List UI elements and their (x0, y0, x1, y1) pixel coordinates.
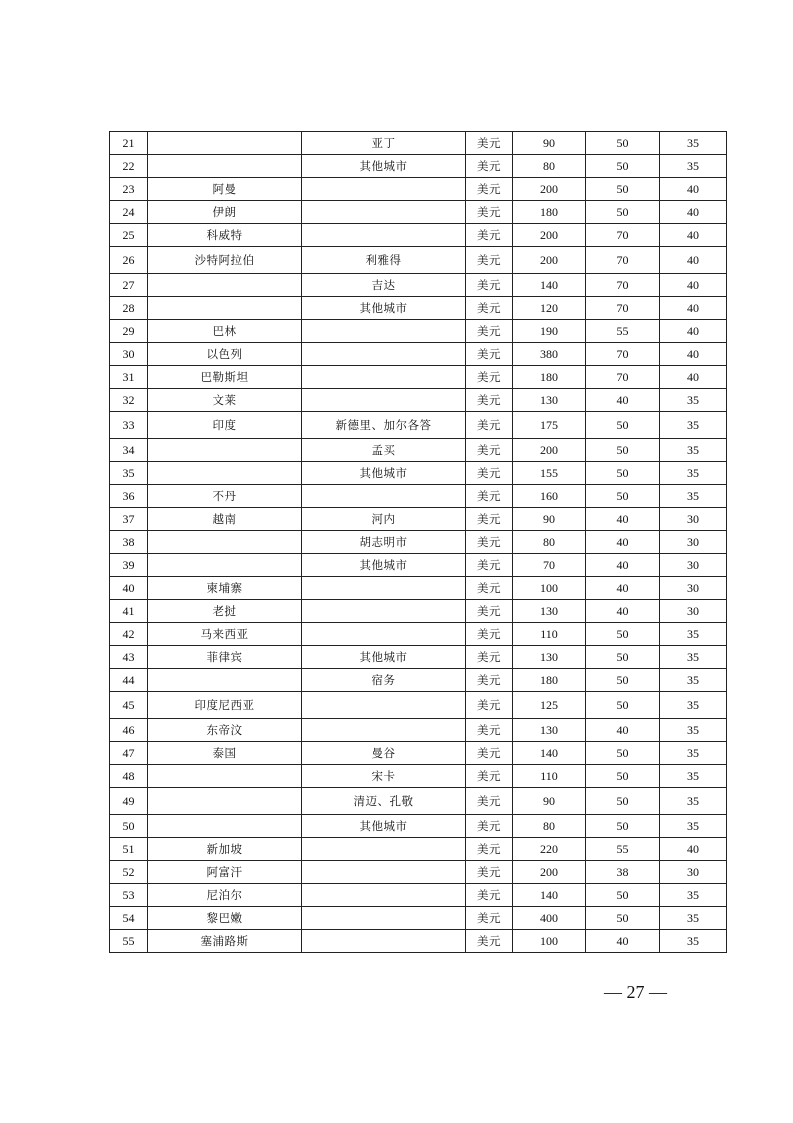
meal-allowance-cell: 50 (586, 201, 660, 224)
currency-cell: 美元 (466, 366, 513, 389)
row-number-cell: 27 (110, 274, 148, 297)
misc-allowance-cell: 35 (660, 765, 727, 788)
table-row (110, 600, 727, 623)
meal-allowance-cell: 50 (586, 155, 660, 178)
country-cell: 马来西亚 (148, 623, 302, 646)
currency-cell: 美元 (466, 201, 513, 224)
misc-allowance-cell: 30 (660, 861, 727, 884)
currency-cell: 美元 (466, 155, 513, 178)
country-cell: 科威特 (148, 224, 302, 247)
city-cell: 宋卡 (302, 765, 466, 788)
accommodation-cell: 140 (513, 742, 586, 765)
row-number-cell: 24 (110, 201, 148, 224)
currency-cell: 美元 (466, 884, 513, 907)
currency-cell: 美元 (466, 788, 513, 815)
meal-allowance-cell: 55 (586, 320, 660, 343)
accommodation-cell: 200 (513, 439, 586, 462)
accommodation-cell: 200 (513, 224, 586, 247)
accommodation-cell: 130 (513, 646, 586, 669)
meal-allowance-cell: 50 (586, 815, 660, 838)
table-row (110, 389, 727, 412)
currency-cell: 美元 (466, 132, 513, 155)
country-cell: 巴勒斯坦 (148, 366, 302, 389)
misc-allowance-cell: 35 (660, 815, 727, 838)
accommodation-cell: 80 (513, 531, 586, 554)
meal-allowance-cell: 40 (586, 719, 660, 742)
table-row (110, 224, 727, 247)
city-cell (302, 692, 466, 719)
country-cell: 东帝汶 (148, 719, 302, 742)
currency-cell: 美元 (466, 623, 513, 646)
row-number-cell: 47 (110, 742, 148, 765)
country-cell: 老挝 (148, 600, 302, 623)
table-row (110, 485, 727, 508)
accommodation-cell: 100 (513, 577, 586, 600)
row-number-cell: 44 (110, 669, 148, 692)
table-row (110, 669, 727, 692)
city-cell: 宿务 (302, 669, 466, 692)
table-row (110, 531, 727, 554)
meal-allowance-cell: 50 (586, 669, 660, 692)
row-number-cell: 49 (110, 788, 148, 815)
misc-allowance-cell: 35 (660, 719, 727, 742)
city-cell: 曼谷 (302, 742, 466, 765)
currency-cell: 美元 (466, 838, 513, 861)
table-row (110, 861, 727, 884)
currency-cell: 美元 (466, 343, 513, 366)
city-cell (302, 907, 466, 930)
misc-allowance-cell: 40 (660, 224, 727, 247)
table-row (110, 462, 727, 485)
city-cell: 清迈、孔敬 (302, 788, 466, 815)
country-cell (148, 462, 302, 485)
city-cell: 其他城市 (302, 815, 466, 838)
currency-cell: 美元 (466, 554, 513, 577)
misc-allowance-cell: 35 (660, 669, 727, 692)
table-row (110, 247, 727, 274)
row-number-cell: 43 (110, 646, 148, 669)
misc-allowance-cell: 40 (660, 274, 727, 297)
accommodation-cell: 120 (513, 297, 586, 320)
currency-cell: 美元 (466, 930, 513, 953)
misc-allowance-cell: 35 (660, 742, 727, 765)
row-number-cell: 51 (110, 838, 148, 861)
misc-allowance-cell: 40 (660, 201, 727, 224)
country-cell (148, 155, 302, 178)
city-cell: 吉达 (302, 274, 466, 297)
currency-cell: 美元 (466, 178, 513, 201)
misc-allowance-cell: 35 (660, 412, 727, 439)
country-cell: 塞浦路斯 (148, 930, 302, 953)
accommodation-cell: 130 (513, 600, 586, 623)
meal-allowance-cell: 40 (586, 531, 660, 554)
meal-allowance-cell: 40 (586, 930, 660, 953)
row-number-cell: 36 (110, 485, 148, 508)
currency-cell: 美元 (466, 765, 513, 788)
accommodation-cell: 90 (513, 508, 586, 531)
city-cell (302, 178, 466, 201)
row-number-cell: 37 (110, 508, 148, 531)
row-number-cell: 35 (110, 462, 148, 485)
accommodation-cell: 125 (513, 692, 586, 719)
meal-allowance-cell: 40 (586, 554, 660, 577)
misc-allowance-cell: 35 (660, 692, 727, 719)
meal-allowance-cell: 40 (586, 577, 660, 600)
city-cell (302, 224, 466, 247)
row-number-cell: 33 (110, 412, 148, 439)
row-number-cell: 25 (110, 224, 148, 247)
currency-cell: 美元 (466, 320, 513, 343)
misc-allowance-cell: 35 (660, 646, 727, 669)
currency-cell: 美元 (466, 600, 513, 623)
table-row (110, 577, 727, 600)
meal-allowance-cell: 50 (586, 412, 660, 439)
city-cell: 其他城市 (302, 554, 466, 577)
meal-allowance-cell: 50 (586, 132, 660, 155)
row-number-cell: 22 (110, 155, 148, 178)
table-body (110, 132, 727, 953)
misc-allowance-cell: 35 (660, 132, 727, 155)
meal-allowance-cell: 70 (586, 247, 660, 274)
currency-cell: 美元 (466, 692, 513, 719)
city-cell (302, 320, 466, 343)
currency-cell: 美元 (466, 646, 513, 669)
meal-allowance-cell: 50 (586, 178, 660, 201)
accommodation-cell: 175 (513, 412, 586, 439)
row-number-cell: 31 (110, 366, 148, 389)
currency-cell: 美元 (466, 485, 513, 508)
city-cell: 河内 (302, 508, 466, 531)
accommodation-cell: 400 (513, 907, 586, 930)
table-row (110, 765, 727, 788)
currency-cell: 美元 (466, 224, 513, 247)
row-number-cell: 32 (110, 389, 148, 412)
row-number-cell: 34 (110, 439, 148, 462)
meal-allowance-cell: 70 (586, 297, 660, 320)
currency-cell: 美元 (466, 247, 513, 274)
misc-allowance-cell: 35 (660, 485, 727, 508)
misc-allowance-cell: 30 (660, 508, 727, 531)
country-cell (148, 439, 302, 462)
currency-cell: 美元 (466, 508, 513, 531)
table-row (110, 884, 727, 907)
city-cell (302, 838, 466, 861)
row-number-cell: 41 (110, 600, 148, 623)
table-row (110, 508, 727, 531)
table-row (110, 132, 727, 155)
table-row (110, 646, 727, 669)
city-cell (302, 366, 466, 389)
city-cell (302, 623, 466, 646)
meal-allowance-cell: 55 (586, 838, 660, 861)
table-row (110, 297, 727, 320)
misc-allowance-cell: 40 (660, 838, 727, 861)
table-row (110, 815, 727, 838)
misc-allowance-cell: 35 (660, 907, 727, 930)
meal-allowance-cell: 50 (586, 788, 660, 815)
meal-allowance-cell: 50 (586, 884, 660, 907)
city-cell: 利雅得 (302, 247, 466, 274)
country-cell: 柬埔寨 (148, 577, 302, 600)
accommodation-cell: 180 (513, 201, 586, 224)
meal-allowance-cell: 50 (586, 439, 660, 462)
misc-allowance-cell: 35 (660, 623, 727, 646)
meal-allowance-cell: 40 (586, 389, 660, 412)
accommodation-cell: 80 (513, 155, 586, 178)
country-cell (148, 297, 302, 320)
misc-allowance-cell: 35 (660, 439, 727, 462)
country-cell: 阿富汗 (148, 861, 302, 884)
table-row (110, 719, 727, 742)
row-number-cell: 21 (110, 132, 148, 155)
accommodation-cell: 200 (513, 178, 586, 201)
misc-allowance-cell: 30 (660, 531, 727, 554)
city-cell (302, 389, 466, 412)
country-cell (148, 132, 302, 155)
table-row (110, 439, 727, 462)
currency-cell: 美元 (466, 389, 513, 412)
table-row (110, 788, 727, 815)
row-number-cell: 52 (110, 861, 148, 884)
meal-allowance-cell: 50 (586, 742, 660, 765)
table-row (110, 692, 727, 719)
misc-allowance-cell: 30 (660, 600, 727, 623)
accommodation-cell: 160 (513, 485, 586, 508)
misc-allowance-cell: 35 (660, 155, 727, 178)
meal-allowance-cell: 50 (586, 907, 660, 930)
country-cell (148, 765, 302, 788)
city-cell (302, 577, 466, 600)
table-row (110, 930, 727, 953)
meal-allowance-cell: 50 (586, 462, 660, 485)
accommodation-cell: 130 (513, 719, 586, 742)
city-cell (302, 719, 466, 742)
meal-allowance-cell: 70 (586, 274, 660, 297)
city-cell (302, 930, 466, 953)
table-row (110, 907, 727, 930)
accommodation-cell: 200 (513, 861, 586, 884)
misc-allowance-cell: 40 (660, 366, 727, 389)
city-cell: 新德里、加尔各答 (302, 412, 466, 439)
accommodation-cell: 140 (513, 274, 586, 297)
row-number-cell: 26 (110, 247, 148, 274)
allowance-table (109, 131, 727, 953)
table-row (110, 178, 727, 201)
accommodation-cell: 180 (513, 669, 586, 692)
accommodation-cell: 90 (513, 788, 586, 815)
row-number-cell: 38 (110, 531, 148, 554)
row-number-cell: 30 (110, 343, 148, 366)
accommodation-cell: 220 (513, 838, 586, 861)
table-row (110, 623, 727, 646)
accommodation-cell: 90 (513, 132, 586, 155)
table-row (110, 155, 727, 178)
accommodation-cell: 180 (513, 366, 586, 389)
misc-allowance-cell: 40 (660, 320, 727, 343)
currency-cell: 美元 (466, 531, 513, 554)
currency-cell: 美元 (466, 297, 513, 320)
city-cell (302, 343, 466, 366)
currency-cell: 美元 (466, 815, 513, 838)
meal-allowance-cell: 70 (586, 366, 660, 389)
currency-cell: 美元 (466, 861, 513, 884)
meal-allowance-cell: 40 (586, 508, 660, 531)
accommodation-cell: 155 (513, 462, 586, 485)
city-cell (302, 485, 466, 508)
meal-allowance-cell: 50 (586, 692, 660, 719)
row-number-cell: 46 (110, 719, 148, 742)
country-cell: 尼泊尔 (148, 884, 302, 907)
country-cell: 菲律宾 (148, 646, 302, 669)
table-row (110, 742, 727, 765)
misc-allowance-cell: 35 (660, 930, 727, 953)
row-number-cell: 53 (110, 884, 148, 907)
meal-allowance-cell: 50 (586, 623, 660, 646)
currency-cell: 美元 (466, 462, 513, 485)
city-cell (302, 600, 466, 623)
currency-cell: 美元 (466, 439, 513, 462)
currency-cell: 美元 (466, 669, 513, 692)
accommodation-cell: 130 (513, 389, 586, 412)
city-cell (302, 861, 466, 884)
meal-allowance-cell: 40 (586, 600, 660, 623)
city-cell (302, 201, 466, 224)
currency-cell: 美元 (466, 719, 513, 742)
row-number-cell: 42 (110, 623, 148, 646)
table-row (110, 274, 727, 297)
meal-allowance-cell: 70 (586, 224, 660, 247)
row-number-cell: 55 (110, 930, 148, 953)
city-cell: 其他城市 (302, 297, 466, 320)
country-cell: 巴林 (148, 320, 302, 343)
country-cell: 越南 (148, 508, 302, 531)
page-number: — 27 — (604, 982, 667, 1002)
country-cell: 文莱 (148, 389, 302, 412)
country-cell: 黎巴嫩 (148, 907, 302, 930)
country-cell: 泰国 (148, 742, 302, 765)
misc-allowance-cell: 40 (660, 297, 727, 320)
currency-cell: 美元 (466, 577, 513, 600)
currency-cell: 美元 (466, 742, 513, 765)
city-cell: 孟买 (302, 439, 466, 462)
meal-allowance-cell: 38 (586, 861, 660, 884)
city-cell: 其他城市 (302, 462, 466, 485)
misc-allowance-cell: 35 (660, 389, 727, 412)
accommodation-cell: 200 (513, 247, 586, 274)
meal-allowance-cell: 50 (586, 485, 660, 508)
misc-allowance-cell: 30 (660, 554, 727, 577)
country-cell: 新加坡 (148, 838, 302, 861)
row-number-cell: 48 (110, 765, 148, 788)
city-cell: 其他城市 (302, 155, 466, 178)
meal-allowance-cell: 50 (586, 765, 660, 788)
misc-allowance-cell: 35 (660, 788, 727, 815)
city-cell (302, 884, 466, 907)
table-row (110, 201, 727, 224)
country-cell (148, 788, 302, 815)
country-cell: 阿曼 (148, 178, 302, 201)
table-row (110, 412, 727, 439)
currency-cell: 美元 (466, 274, 513, 297)
misc-allowance-cell: 35 (660, 462, 727, 485)
accommodation-cell: 140 (513, 884, 586, 907)
row-number-cell: 54 (110, 907, 148, 930)
meal-allowance-cell: 70 (586, 343, 660, 366)
accommodation-cell: 80 (513, 815, 586, 838)
country-cell (148, 274, 302, 297)
country-cell: 不丹 (148, 485, 302, 508)
country-cell: 沙特阿拉伯 (148, 247, 302, 274)
city-cell: 胡志明市 (302, 531, 466, 554)
misc-allowance-cell: 40 (660, 247, 727, 274)
currency-cell: 美元 (466, 907, 513, 930)
table-row (110, 366, 727, 389)
row-number-cell: 28 (110, 297, 148, 320)
row-number-cell: 39 (110, 554, 148, 577)
row-number-cell: 50 (110, 815, 148, 838)
country-cell (148, 554, 302, 577)
table-row (110, 838, 727, 861)
accommodation-cell: 380 (513, 343, 586, 366)
country-cell (148, 815, 302, 838)
table-row (110, 320, 727, 343)
country-cell: 以色列 (148, 343, 302, 366)
misc-allowance-cell: 30 (660, 577, 727, 600)
country-cell (148, 531, 302, 554)
accommodation-cell: 110 (513, 623, 586, 646)
country-cell: 伊朗 (148, 201, 302, 224)
accommodation-cell: 110 (513, 765, 586, 788)
misc-allowance-cell: 40 (660, 178, 727, 201)
row-number-cell: 23 (110, 178, 148, 201)
accommodation-cell: 70 (513, 554, 586, 577)
misc-allowance-cell: 40 (660, 343, 727, 366)
accommodation-cell: 190 (513, 320, 586, 343)
city-cell: 其他城市 (302, 646, 466, 669)
currency-cell: 美元 (466, 412, 513, 439)
table-row (110, 343, 727, 366)
city-cell: 亚丁 (302, 132, 466, 155)
row-number-cell: 29 (110, 320, 148, 343)
row-number-cell: 45 (110, 692, 148, 719)
misc-allowance-cell: 35 (660, 884, 727, 907)
accommodation-cell: 100 (513, 930, 586, 953)
country-cell: 印度 (148, 412, 302, 439)
country-cell: 印度尼西亚 (148, 692, 302, 719)
meal-allowance-cell: 50 (586, 646, 660, 669)
table-row (110, 554, 727, 577)
row-number-cell: 40 (110, 577, 148, 600)
country-cell (148, 669, 302, 692)
